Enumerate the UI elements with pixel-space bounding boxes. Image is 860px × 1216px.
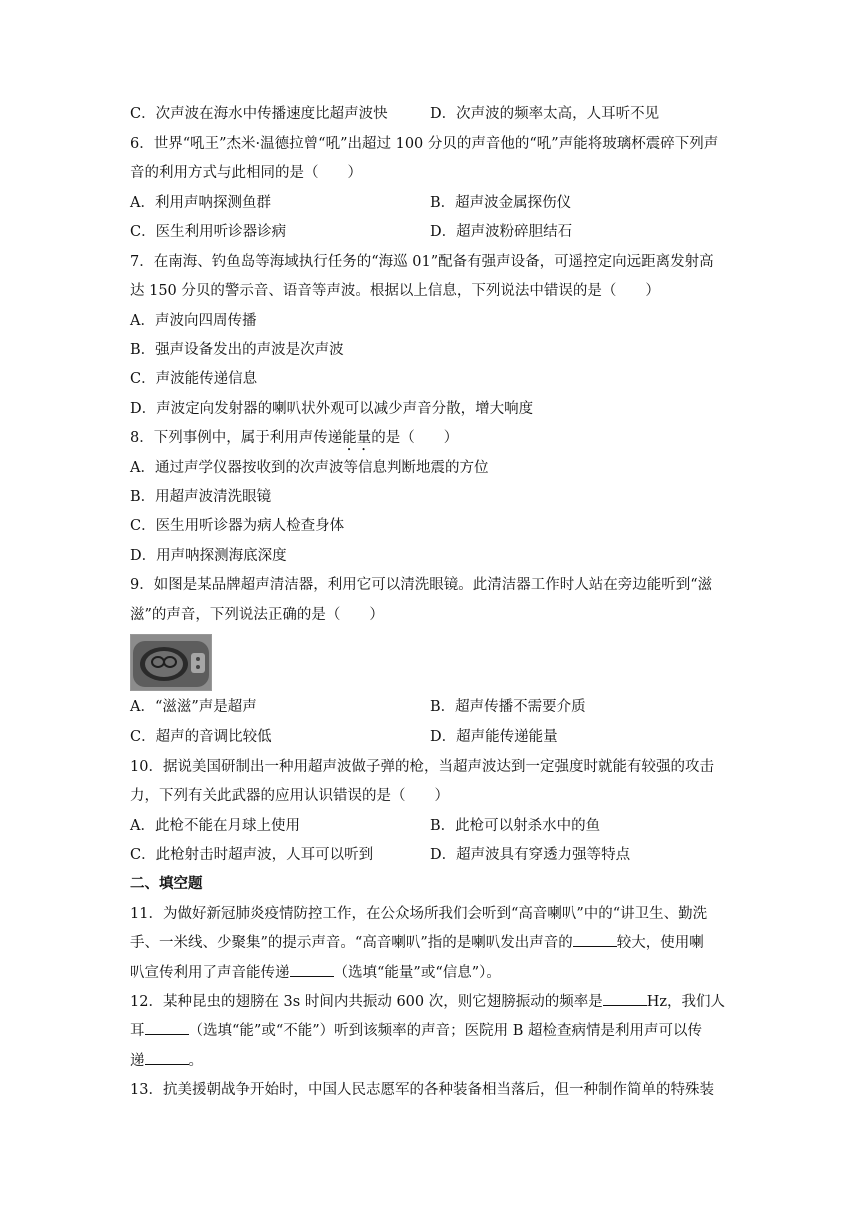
q12-line2-text-b: （选填“能”或“不能”）听到该频率的声音；医院用 B 超检查病情是利用声可以传 — [188, 1023, 703, 1039]
q11-line3-text-b: （选填“能量”或“信息”）。 — [333, 965, 501, 981]
q12-blank-2[interactable] — [145, 1020, 189, 1035]
q12-line3 — [130, 1050, 203, 1072]
q12-line1-text-a: 12．某种昆虫的翅膀在 3s 时间内共振动 600 次，则它翅膀振动的频率是 — [130, 994, 603, 1010]
q8-option-b: B．用超声波清洗眼镜 — [130, 489, 272, 505]
q7-stem-line2: 达 150 分贝的警示音、语音等声波。根据以上信息，下列说法中错误的是（ ） — [130, 283, 660, 299]
q6-stem-line2: 音的利用方式与此相同的是（ ） — [130, 165, 362, 181]
q9-option-c: C．超声的音调比较低 — [130, 729, 272, 745]
q7-stem-line1: 7．在南海、钓鱼岛等海域执行任务的“海巡 01”配备有强声设备，可遥控定向远距离发射高 — [130, 254, 714, 270]
q13-line1: 13．抗美援朝战争开始时，中国人民志愿军的各种装备相当落后，但一种制作简单的特殊装 — [130, 1082, 714, 1098]
q8-stem — [130, 427, 458, 454]
q7-option-d: D．声波定向发射器的喇叭状外观可以减少声音分散，增大响度 — [130, 401, 534, 417]
q9-option-d: D．超声能传递能量 — [430, 729, 558, 745]
q8-stem-emphasis: 能量 — [342, 430, 372, 446]
q11-line2 — [130, 932, 704, 954]
q9-stem-line2: 滋”的声音，下列说法正确的是（ ） — [130, 607, 384, 623]
q10-stem-line2: 力，下列有关此武器的应用认识错误的是（ ） — [130, 788, 449, 804]
q5-option-d: D．次声波的频率太高，人耳听不见 — [430, 106, 660, 122]
q12-line2-text-a: 耳 — [130, 1023, 145, 1039]
q8-option-d: D．用声呐探测海底深度 — [130, 548, 287, 564]
q7-option-a: A．声波向四周传播 — [130, 313, 257, 329]
q10-option-b: B．此枪可以射杀水中的鱼 — [430, 818, 601, 834]
q12-line3-text-b: 。 — [188, 1053, 203, 1069]
q9-stem-line1: 9．如图是某品牌超声清洁器，利用它可以清洗眼镜。此清洁器工作时人站在旁边能听到“滋 — [130, 577, 713, 593]
q7-option-c: C．声波能传递信息 — [130, 371, 258, 387]
q7-option-b: B．强声设备发出的声波是次声波 — [130, 342, 344, 358]
q5-option-c: C．次声波在海水中传播速度比超声波快 — [130, 106, 388, 122]
q11-line3-text-a: 叭宣传利用了声音能传递 — [130, 965, 290, 981]
q10-option-d: D．超声波具有穿透力强等特点 — [430, 847, 631, 863]
q8-option-c: C．医生用听诊器为病人检查身体 — [130, 518, 345, 534]
ultrasonic-cleaner-photo — [130, 634, 212, 691]
q8-stem-pre: 8．下列事例中，属于利用声传递 — [130, 430, 343, 446]
q12-blank-1[interactable] — [603, 991, 647, 1006]
q10-option-a: A．此枪不能在月球上使用 — [130, 818, 300, 834]
q6-option-a: A．利用声呐探测鱼群 — [130, 195, 271, 211]
q6-option-d: D．超声波粉碎胆结石 — [430, 224, 573, 240]
q12-line3-text-a: 递 — [130, 1053, 145, 1069]
q6-option-b: B．超声波金属探伤仪 — [430, 195, 572, 211]
q12-line2 — [130, 1020, 702, 1042]
ultrasonic-cleaner-illustration — [131, 635, 211, 690]
q11-line3 — [130, 962, 501, 984]
q9-option-a: A．“滋滋”声是超声 — [130, 699, 257, 715]
q8-option-a: A．通过声学仪器按收到的次声波等信息判断地震的方位 — [130, 460, 489, 476]
q10-option-c: C．此枪射击时超声波，人耳可以听到 — [130, 847, 374, 863]
q11-line2-text-b: 较大，使用喇 — [616, 935, 704, 951]
q11-line2-text-a: 手、一米线、少聚集”的提示声音。“高音喇叭”指的是喇叭发出声音的 — [130, 935, 573, 951]
q6-stem-line1: 6．世界“吼王”杰米·温德拉曾“吼”出超过 100 分贝的声音他的“吼”声能将玻璃杯震碎下列声 — [130, 136, 719, 152]
q11-blank-1[interactable] — [573, 932, 617, 947]
q8-stem-post: 的是（ ） — [371, 430, 459, 446]
q6-option-c: C．医生利用听诊器诊病 — [130, 224, 287, 240]
q12-line1 — [130, 991, 725, 1013]
q11-line1: 11．为做好新冠肺炎疫情防控工作，在公众场所我们会听到“高音喇叭”中的“讲卫生、勤洗 — [130, 906, 708, 922]
q12-blank-3[interactable] — [145, 1050, 189, 1065]
q11-blank-2[interactable] — [290, 962, 334, 977]
q9-option-b: B．超声传播不需要介质 — [430, 699, 586, 715]
q10-stem-line1: 10．据说美国研制出一种用超声波做子弹的枪，当超声波达到一定强度时就能有较强的攻击 — [130, 759, 714, 775]
q12-line1-text-b: Hz，我们人 — [646, 994, 726, 1010]
section-heading-fill-in: 二、填空题 — [130, 875, 203, 892]
